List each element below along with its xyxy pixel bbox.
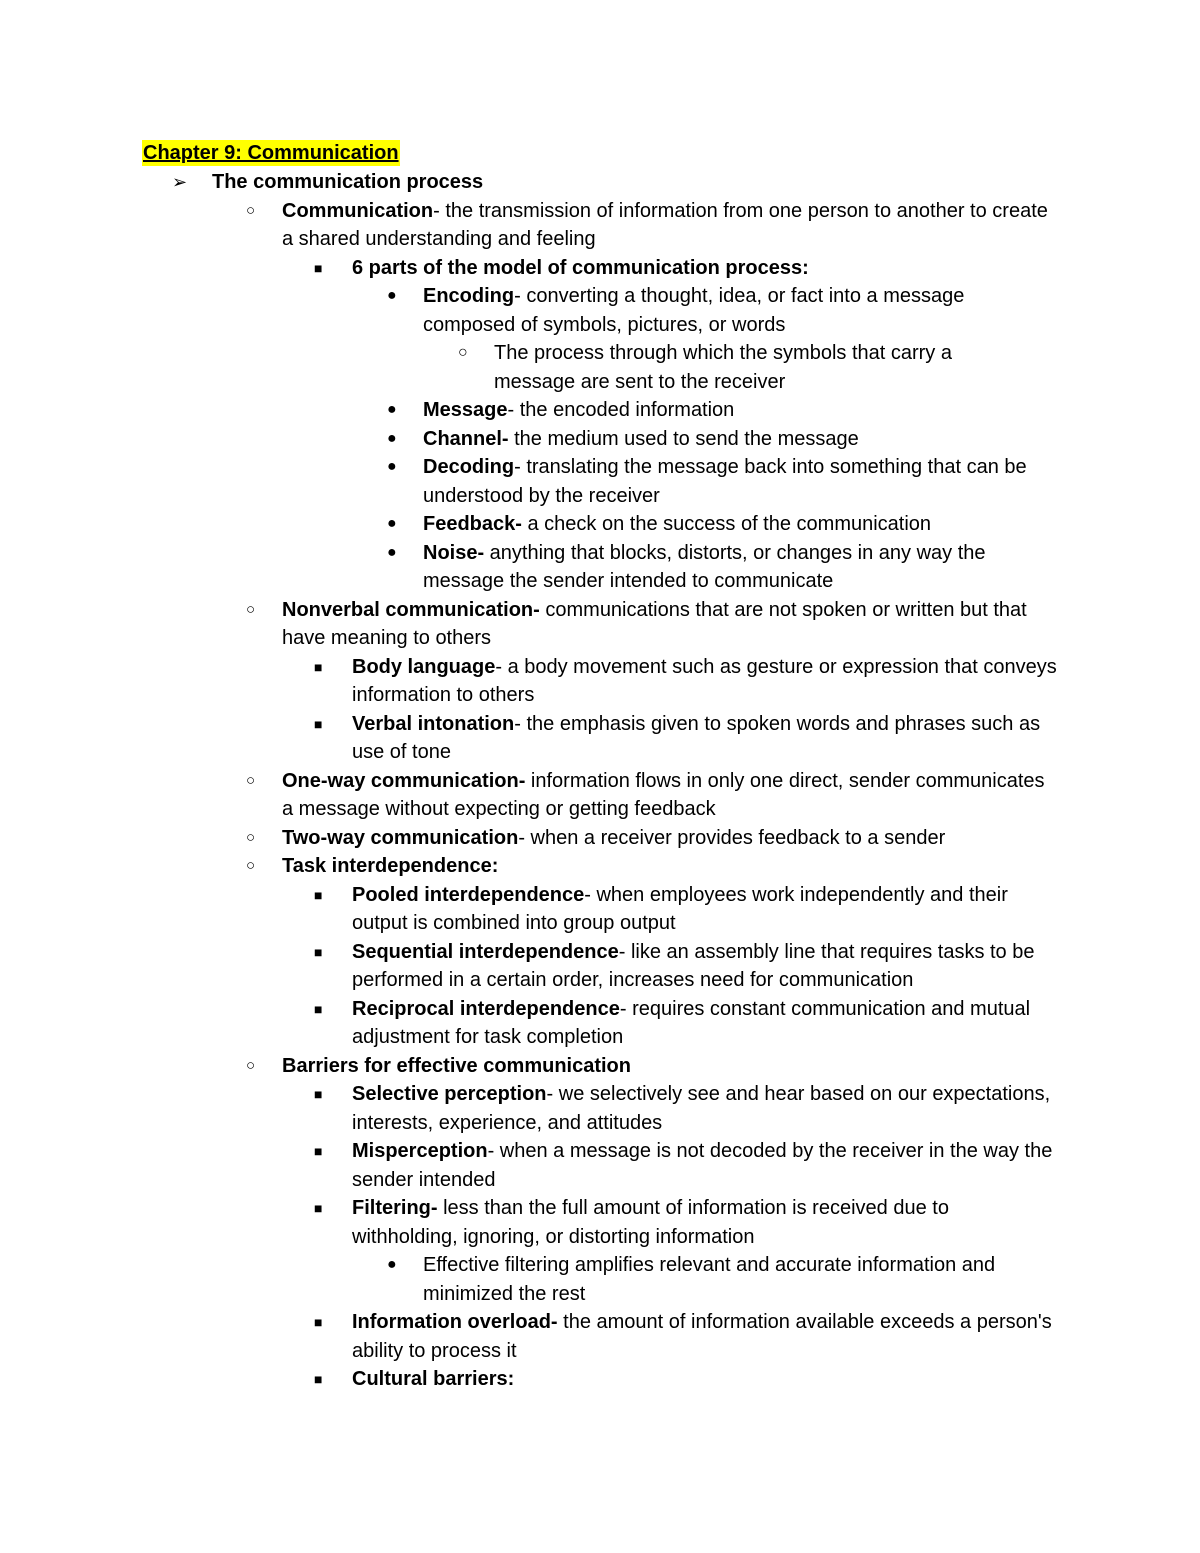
- list-item-text: [352, 1308, 1057, 1365]
- term-label: Noise-: [423, 541, 485, 564]
- filled-circle-bullet-icon: ●: [387, 1256, 397, 1273]
- list-item: [314, 881, 1057, 938]
- definition-text: - the emphasis given to spoken words and phrases such as use of tone: [352, 712, 1041, 763]
- square-bullet-icon: ■: [314, 1200, 323, 1216]
- hollow-circle-bullet-icon: ○: [246, 1056, 256, 1074]
- square-bullet-icon: ■: [314, 658, 323, 675]
- square-bullet-icon: ■: [314, 943, 323, 960]
- filled-circle-bullet-icon: ●: [387, 515, 397, 532]
- list-item: [246, 596, 1057, 653]
- definition-text: - converting a thought, idea, or fact into a message composed of symbols, pictures, or words: [423, 285, 965, 336]
- list-item: [314, 254, 1057, 283]
- list-item: [246, 824, 1057, 853]
- list-item: [387, 396, 1053, 425]
- list-item-text: [423, 510, 1053, 539]
- list-item-text: [423, 539, 1053, 596]
- list-item-text: [352, 653, 1057, 710]
- list-item-text: [352, 1365, 1057, 1394]
- definition-text: - a body movement such as gesture or expression that conveys information to others: [352, 655, 1057, 706]
- definition-text: anything that blocks, distorts, or changes in any way the message the sender intended to communicate: [423, 541, 986, 592]
- term-label: Message: [423, 399, 508, 421]
- list-item: [458, 339, 1014, 396]
- term-label: Decoding: [423, 456, 515, 478]
- square-bullet-icon: ■: [314, 1143, 323, 1159]
- list-item: [314, 1308, 1057, 1365]
- term-label: Encoding: [423, 285, 515, 307]
- list-item-text: [423, 453, 1053, 510]
- list-item-text: [423, 1251, 1053, 1308]
- list-item-text: [352, 1194, 1057, 1251]
- definition-text: - the transmission of information from one person to another to create a shared understanding and feeling: [282, 199, 1048, 250]
- definition-text: the medium used to send the message: [508, 427, 859, 450]
- square-bullet-icon: ■: [314, 259, 323, 276]
- term-label: Task interdependence:: [282, 855, 499, 877]
- page-title: Chapter 9: Communication: [143, 142, 399, 164]
- list-item-text: [282, 197, 1057, 254]
- list-item-text: [352, 1137, 1057, 1194]
- definition-text: - when a message is not decoded by the receiver in the way the sender intended: [352, 1140, 1053, 1191]
- list-item-text: [352, 254, 1057, 283]
- square-bullet-icon: ■: [314, 715, 323, 732]
- filled-circle-bullet-icon: ●: [387, 543, 397, 561]
- list-item-text: [282, 852, 1057, 881]
- list-item: [387, 425, 1053, 454]
- list-item: [246, 197, 1057, 254]
- list-item-text: [494, 339, 1014, 396]
- hollow-circle-bullet-icon: ○: [246, 771, 256, 789]
- definition-text: - requires constant communication and mutual adjustment for task completion: [352, 997, 1031, 1048]
- list-item: [387, 510, 1053, 539]
- term-label: Communication: [282, 199, 434, 222]
- list-item: [314, 1194, 1057, 1251]
- list-item: [387, 539, 1053, 596]
- filled-circle-bullet-icon: ●: [387, 401, 397, 418]
- term-label: Information overload-: [352, 1311, 558, 1333]
- list-item: [172, 168, 1072, 197]
- definition-text: less than the full amount of information is received due to withholding, ignoring, or distorting information: [352, 1197, 949, 1248]
- list-item: [387, 282, 1053, 339]
- square-bullet-icon: ■: [314, 1314, 323, 1330]
- square-bullet-icon: ■: [314, 1371, 323, 1387]
- list-item: [246, 1052, 1057, 1081]
- list-item-text: [282, 596, 1057, 653]
- list-item: [387, 1251, 1053, 1308]
- list-item: [314, 1365, 1057, 1394]
- term-label: Body language: [352, 655, 496, 678]
- definition-text: - when a receiver provides feedback to a sender: [518, 826, 946, 849]
- term-label: Nonverbal communication-: [282, 598, 540, 621]
- filled-circle-bullet-icon: ●: [387, 287, 397, 304]
- definition-text: the amount of information available exceeds a person's ability to process it: [352, 1311, 1052, 1362]
- square-bullet-icon: ■: [314, 1086, 323, 1102]
- list-item-text: [352, 995, 1057, 1052]
- list-item-text: [352, 710, 1057, 767]
- square-bullet-icon: ■: [314, 886, 323, 903]
- term-label: Two-way communication: [282, 826, 519, 849]
- list-item: [246, 852, 1057, 881]
- list-item: [314, 653, 1057, 710]
- list-item-text: [352, 881, 1057, 938]
- term-label: Pooled interdependence: [352, 883, 585, 906]
- hollow-circle-bullet-icon: ○: [246, 600, 256, 618]
- term-label: Filtering-: [352, 1197, 438, 1219]
- list-item: [314, 995, 1057, 1052]
- definition-text: - translating the message back into something that can be understood by the receiver: [423, 456, 1027, 507]
- list-item-text: [423, 282, 1053, 339]
- list-item: [314, 938, 1057, 995]
- square-bullet-icon: ■: [314, 1000, 323, 1017]
- definition-text: information flows in only one direct, sender communicates a message without expecting or getting feedback: [282, 769, 1045, 820]
- list-item: [387, 453, 1053, 510]
- list-item-text: [352, 938, 1057, 995]
- term-label: Sequential interdependence: [352, 940, 619, 963]
- term-label: Feedback-: [423, 513, 522, 535]
- list-item-text: [282, 767, 1057, 824]
- term-label: Verbal intonation: [352, 712, 515, 735]
- arrow-bullet-icon: ➢: [172, 172, 188, 192]
- term-label: Misperception: [352, 1140, 488, 1162]
- term-label: The communication process: [212, 171, 484, 193]
- list-item: [246, 767, 1057, 824]
- list-item-text: [282, 1052, 1057, 1081]
- definition-text: The process through which the symbols that carry a message are sent to the receiver: [494, 342, 952, 393]
- term-label: Barriers for effective communication: [282, 1054, 631, 1077]
- term-label: Channel-: [423, 427, 509, 450]
- term-label: Cultural barriers:: [352, 1368, 515, 1390]
- term-label: Selective perception: [352, 1083, 547, 1105]
- term-label: One-way communication-: [282, 769, 526, 792]
- definition-text: - we selectively see and hear based on our expectations, interests, experience, and attitudes: [352, 1083, 1051, 1134]
- term-label: 6 parts of the model of communication process:: [352, 256, 809, 279]
- filled-circle-bullet-icon: ●: [387, 458, 397, 475]
- definition-text: - when employees work independently and their output is combined into group output: [352, 883, 1008, 934]
- list-item-text: [212, 168, 1072, 197]
- list-item-text: [282, 824, 1057, 853]
- hollow-circle-bullet-icon: ○: [246, 828, 256, 846]
- definition-text: communications that are not spoken or written but that have meaning to others: [282, 598, 1027, 649]
- list-item-text: [423, 425, 1053, 454]
- list-item-text: [423, 396, 1053, 425]
- list-item: [314, 1137, 1057, 1194]
- definition-text: Effective filtering amplifies relevant and accurate information and minimized the rest: [423, 1254, 996, 1305]
- hollow-circle-bullet-icon: ○: [246, 857, 256, 874]
- term-label: Reciprocal interdependence: [352, 997, 620, 1020]
- filled-circle-bullet-icon: ●: [387, 429, 397, 447]
- list-item-text: [352, 1080, 1057, 1137]
- definition-text: - the encoded information: [507, 399, 735, 421]
- definition-text: - like an assembly line that requires tasks to be performed in a certain order, increases need for communication: [352, 940, 1035, 991]
- hollow-circle-bullet-icon: ○: [246, 201, 256, 219]
- hollow-circle-bullet-icon: ○: [458, 344, 468, 361]
- definition-text: a check on the success of the communication: [521, 513, 932, 535]
- list-item: [314, 1080, 1057, 1137]
- list-item: [314, 710, 1057, 767]
